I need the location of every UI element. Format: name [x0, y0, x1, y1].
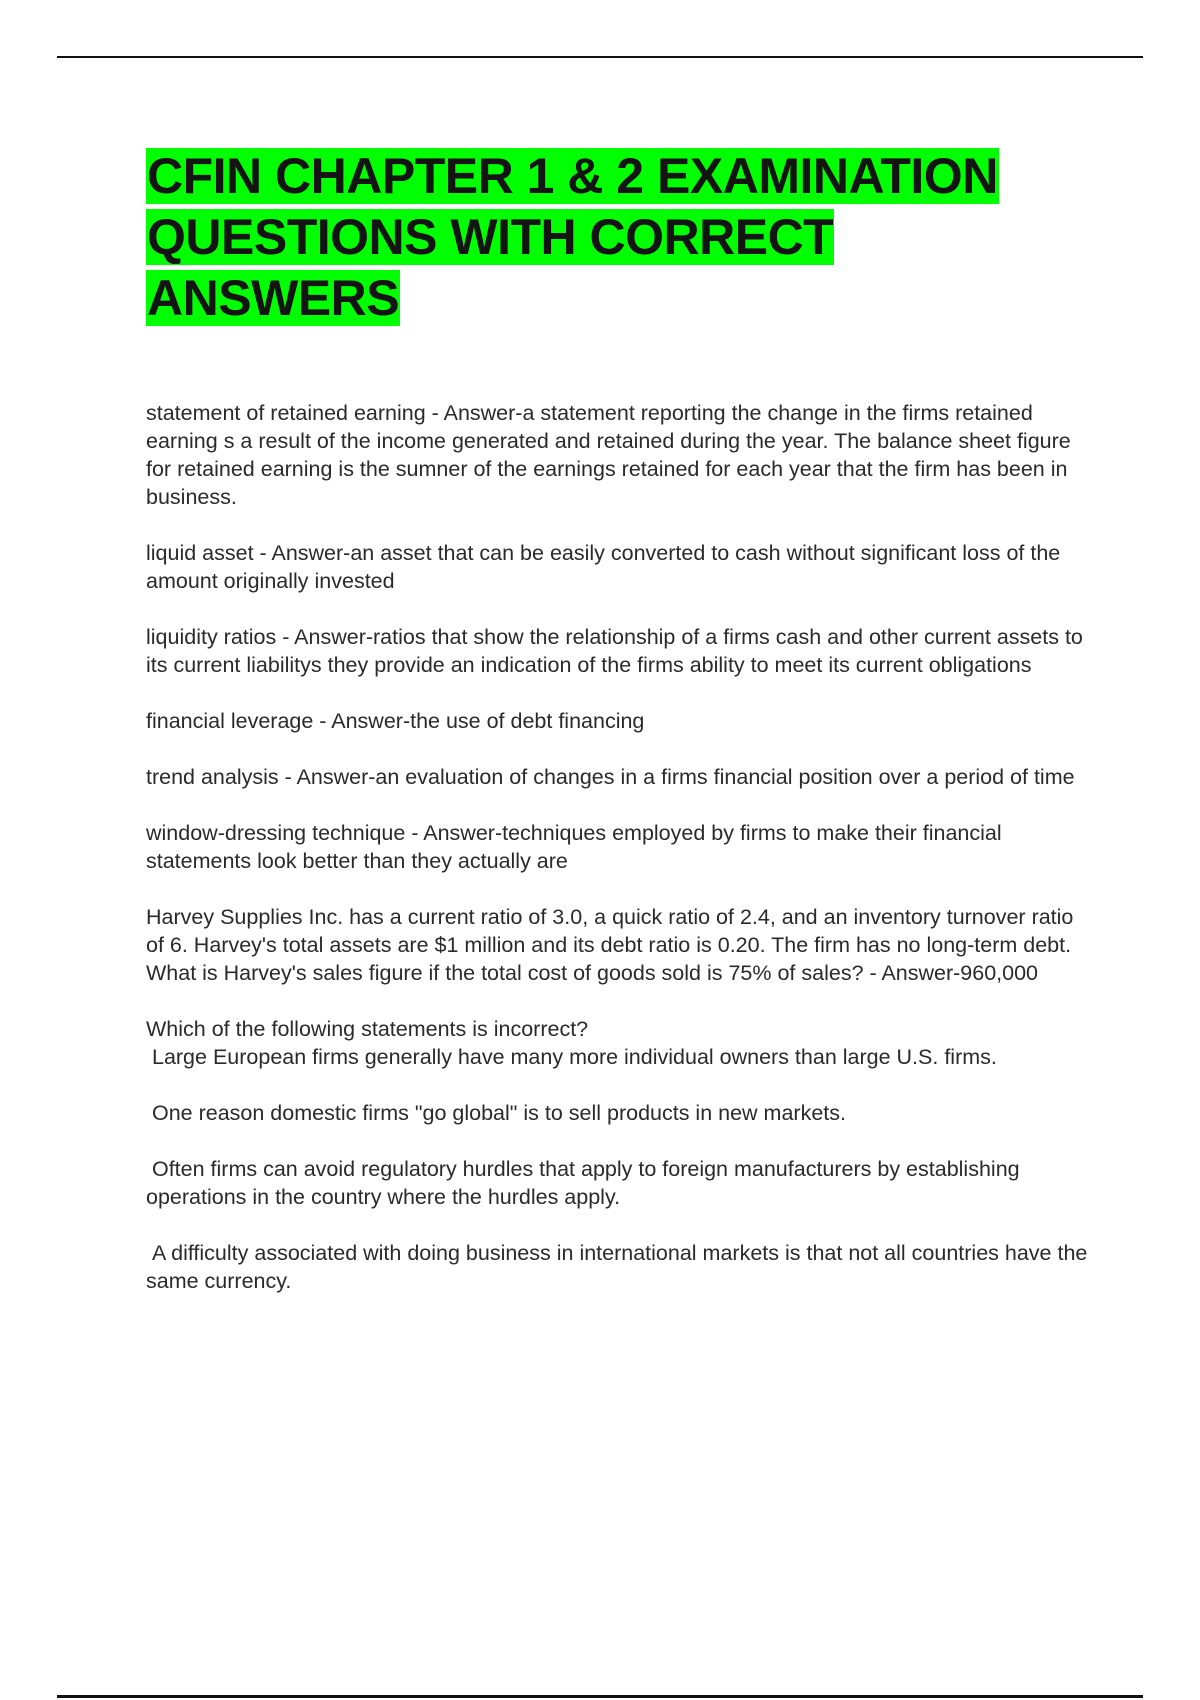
entry-liquidity-ratios: liquidity ratios - Answer-ratios that show the relationship of a firms cash and other current assets to its current liabilitys they provide an indication of the firms ability to meet its current obligations [146, 625, 1089, 677]
question-prompt: Which of the following statements is incorrect? [146, 1017, 589, 1041]
question-option-4: A difficulty associated with doing business in international markets is that not all countries have the same currency. [146, 1241, 1094, 1293]
question-option-2: One reason domestic firms "go global" is to sell products in new markets. [146, 1101, 846, 1125]
document-title [146, 146, 1086, 329]
top-rule [57, 56, 1143, 58]
entry-financial-leverage: financial leverage - Answer-the use of debt financing [146, 709, 645, 733]
entry-retained-earning: statement of retained earning - Answer-a statement reporting the change in the firms retained earning s a result of the income generated and retained during the year. The balance sheet figure for retained earning is the sumner of the earnings retained for each year that the firm has been in business. [146, 401, 1077, 509]
entry-liquid-asset: liquid asset - Answer-an asset that can be easily converted to cash without significant loss of the amount originally invested [146, 541, 1067, 593]
document-body [146, 399, 1096, 1295]
question-option-3: Often firms can avoid regulatory hurdles that apply to foreign manufacturers by establishing operations in the country where the hurdles apply. [146, 1157, 1026, 1209]
entry-harvey-supplies: Harvey Supplies Inc. has a current ratio of 3.0, a quick ratio of 2.4, and an inventory turnover ratio of 6. Harvey's total assets are $1 million and its debt ratio is 0.20. The firm has no long-term debt. What is Harvey's sales figure if the total cost of goods sold is 75% of sales? - Answer-960,000 [146, 905, 1080, 985]
question-option-1: Large European firms generally have many more individual owners than large U.S. firms. [146, 1045, 997, 1069]
entry-window-dressing: window-dressing technique - Answer-techniques employed by firms to make their financial statements look better than they actually are [146, 821, 1008, 873]
title-line-3: ANSWERS [147, 270, 400, 326]
bottom-rule [57, 1695, 1143, 1698]
title-line-1: CFIN CHAPTER 1 & 2 EXAMINATION [147, 148, 998, 204]
entry-trend-analysis: trend analysis - Answer-an evaluation of changes in a firms financial position over a period of time [146, 765, 1075, 789]
title-line-2: QUESTIONS WITH CORRECT [147, 209, 834, 265]
